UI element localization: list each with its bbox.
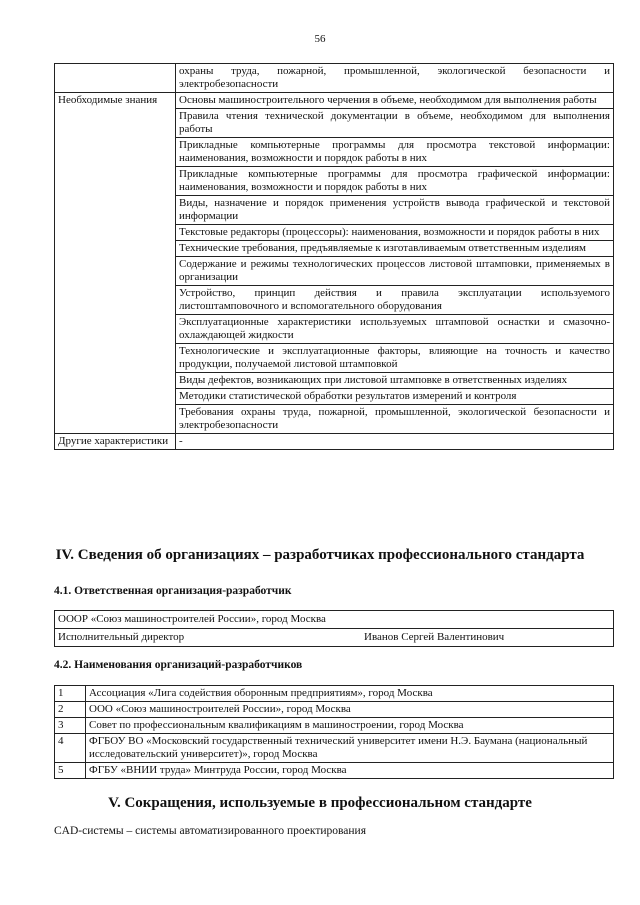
row-number: 5 [55, 763, 86, 779]
requirement-cell: Прикладные компьютерные программы для просмотра графической информации: наименования, возможности и порядок работы в них [176, 167, 614, 196]
responsible-org-table [54, 610, 614, 647]
requirement-cell: Основы машиностроительного черчения в объеме, необходимом для выполнения работы [176, 93, 614, 109]
developers-table [54, 685, 614, 779]
requirement-cell: Методики статистической обработки результатов измерений и контроля [176, 389, 614, 405]
table-row [55, 686, 614, 702]
table-row [55, 434, 614, 450]
requirement-cell: Технологические и эксплуатационные факторы, влияющие на точность и качество продукции, получаемой листовой штамповкой [176, 344, 614, 373]
requirement-cell: Виды, назначение и порядок применения устройств вывода графической и текстовой информации [176, 196, 614, 225]
requirement-cell: Устройство, принцип действия и правила эксплуатации используемого листоштамповочного и вспомогательного оборудования [176, 286, 614, 315]
table-row [55, 611, 614, 629]
row-number: 2 [55, 702, 86, 718]
organization-name: Ассоциация «Лига содействия оборонным предприятиям», город Москва [86, 686, 614, 702]
table-row [55, 718, 614, 734]
abbreviation-entry: CAD-системы – системы автоматизированного проектирования [54, 825, 367, 837]
skills-table [54, 63, 614, 450]
section-4-title: IV. Сведения об организациях – разработчиках профессионального стандарта [55, 547, 585, 563]
organization-name: ФГБУ «ВНИИ труда» Минтруда России, город Москва [86, 763, 614, 779]
organization-name: ООО «Союз машиностроителей России», город Москва [86, 702, 614, 718]
requirement-cell: Эксплуатационные характеристики используемых штамповой оснастки и смазочно-охлаждающей жидкости [176, 315, 614, 344]
requirement-cell: Текстовые редакторы (процессоры): наименования, возможности и порядок работы в них [176, 225, 614, 241]
section-4-2-title: 4.2. Наименования организаций-разработчиков [54, 659, 303, 671]
row-label: Необходимые знания [55, 93, 176, 434]
table-row [55, 64, 614, 93]
org-name: ОООР «Союз машиностроителей России», город Москва [55, 611, 614, 629]
table-row [55, 93, 614, 109]
row-number: 4 [55, 734, 86, 763]
director-name: Иванов Сергей Валентинович [361, 629, 614, 647]
row-number: 1 [55, 686, 86, 702]
table-row [55, 734, 614, 763]
section-4-1-title: 4.1. Ответственная организация-разработчик [54, 585, 292, 597]
row-number: 3 [55, 718, 86, 734]
requirement-cell: - [176, 434, 614, 450]
row-label [55, 64, 176, 93]
requirement-cell: Прикладные компьютерные программы для просмотра текстовой информации: наименования, возможности и порядок работы в них [176, 138, 614, 167]
requirement-cell: охраны труда, пожарной, промышленной, экологической безопасности и электробезопасности [176, 64, 614, 93]
requirement-cell: Виды дефектов, возникающих при листовой штамповке в ответственных изделиях [176, 373, 614, 389]
table-row [55, 629, 614, 647]
page-number: 56 [314, 33, 326, 45]
row-label: Другие характеристики [55, 434, 176, 450]
table-row [55, 702, 614, 718]
director-label: Исполнительный директор [55, 629, 362, 647]
requirement-cell: Правила чтения технической документации в объеме, необходимом для выполнения работы [176, 109, 614, 138]
organization-name: Совет по профессиональным квалификациям в машиностроении, город Москва [86, 718, 614, 734]
organization-name: ФГБОУ ВО «Московский государственный технический университет имени Н.Э. Баумана (национальный исследовательский университет)», город Москва [86, 734, 614, 763]
requirement-cell: Требования охраны труда, пожарной, промышленной, экологической безопасности и электробезопасности [176, 405, 614, 434]
requirement-cell: Содержание и режимы технологических процессов листовой штамповки, применяемых в организации [176, 257, 614, 286]
requirement-cell: Технические требования, предъявляемые к изготавливаемым ответственным изделиям [176, 241, 614, 257]
section-5-title: V. Сокращения, используемые в профессиональном стандарте [108, 795, 532, 811]
table-row [55, 763, 614, 779]
